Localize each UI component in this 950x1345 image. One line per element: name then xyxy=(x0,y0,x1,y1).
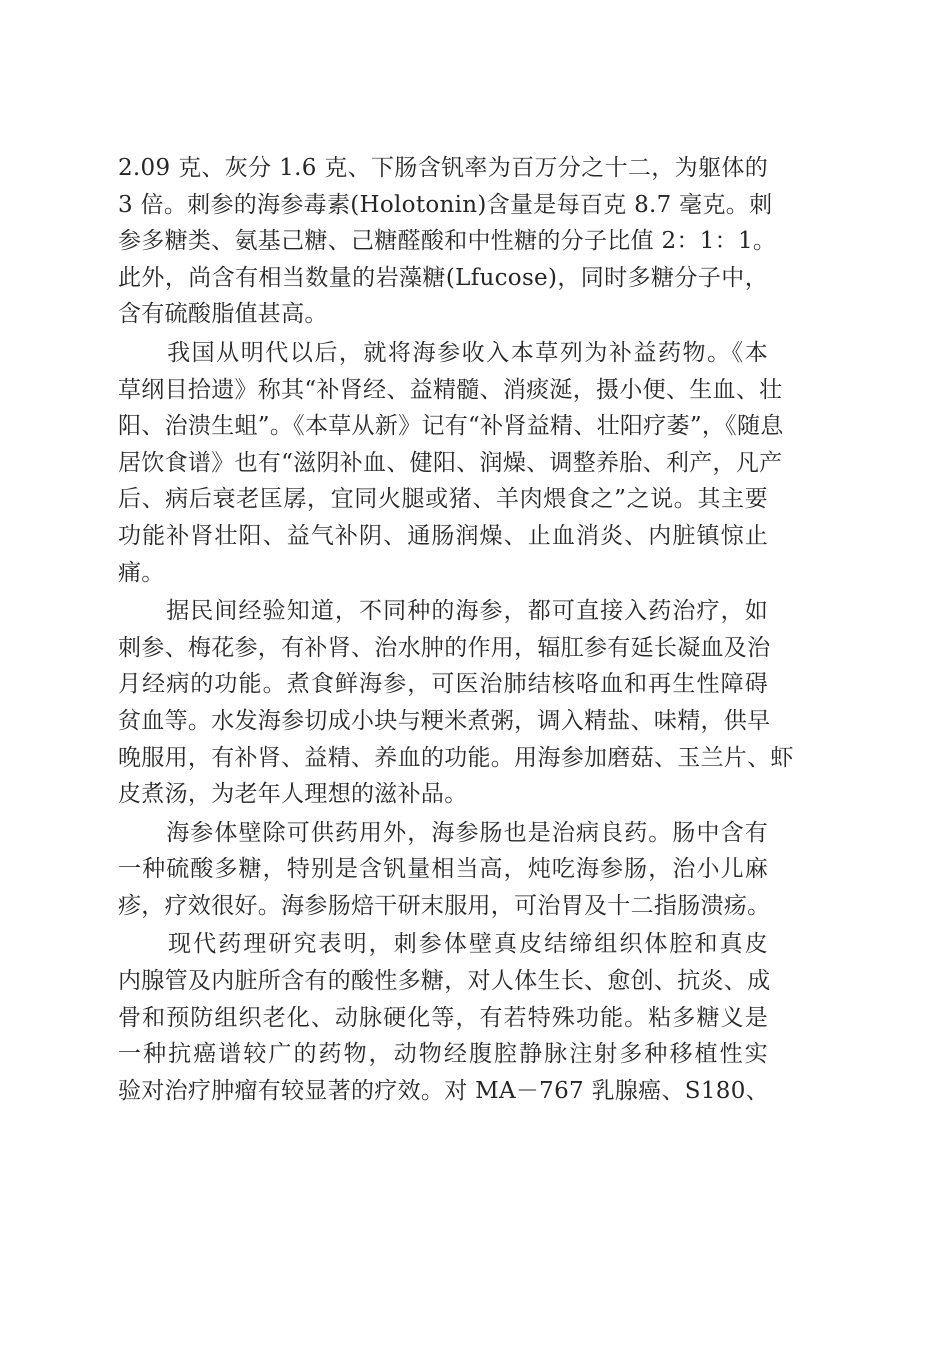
paragraph-3 xyxy=(118,593,794,813)
text-line: 参多糖类、氨基己糖、己糖醛酸和中性糖的分子比值 2：1：1。 xyxy=(118,228,777,255)
text-line: 海参体壁除可供药用外，海参肠也是治病良药。肠中含有 xyxy=(118,819,768,846)
text-line: 骨和预防组织老化、动脉硬化等，有若特殊功能。粘多糖义是 xyxy=(118,1004,768,1031)
paragraph-4 xyxy=(118,815,771,925)
text-line: 皮煮汤，为老年人理想的滋补品。 xyxy=(118,781,468,808)
text-line: 痛。 xyxy=(118,559,165,586)
text-line: 我国从明代以后，就将海参收入本草列为补益药物。《本 xyxy=(118,339,768,366)
document-page xyxy=(118,150,794,1109)
text-line: 贫血等。水发海参切成小块与粳米煮粥，调入精盐、味精，供早 xyxy=(118,707,771,734)
text-line: 刺参、梅花参，有补肾、治水肿的作用，辐肛参有延长凝血及治 xyxy=(118,634,771,661)
paragraph-1 xyxy=(118,150,777,333)
text-line: 验对治疗肿瘤有较显著的疗效。对 MA－767 乳腺癌、S180、 xyxy=(118,1077,769,1104)
text-line: 居饮食谱》也有“滋阴补血、健阳、润燥、调整养胎、利产，凡产 xyxy=(118,449,783,476)
text-line: 2.09 克、灰分 1.6 克、下肠含钒率为百万分之十二，为躯体的 xyxy=(118,155,768,181)
text-line: 疹，疗效很好。海参肠焙干研末服用，可治胃及十二指肠溃疡。 xyxy=(118,892,771,919)
paragraph-2 xyxy=(118,335,784,591)
text-line: 草纲目拾遗》称其“补肾经、益精髓、消痰涎，摄小便、生血、壮 xyxy=(118,376,783,403)
text-line: 据民间经验知道，不同种的海参，都可直接入药治疗，如 xyxy=(118,598,768,625)
text-line: 3 倍。刺参的海参毒素(Holotonin)含量是每百克 8.7 毫克。刺 xyxy=(118,191,773,218)
text-line: 含有硫酸脂值甚高。 xyxy=(118,301,328,328)
text-line: 一种抗癌谱较广的药物，动物经腹腔静脉注射多种移植性实 xyxy=(118,1041,768,1068)
text-line: 功能补肾壮阳、益气补阴、通肠润燥、止血消炎、内脏镇惊止 xyxy=(118,522,768,549)
text-line: 此外，尚含有相当数量的岩藻糖(Lfucose)，同时多糖分子中， xyxy=(118,264,768,291)
text-line: 后、病后衰老匡孱，宜同火腿或猪、羊肉煨食之”之说。其主要 xyxy=(118,486,768,513)
text-line: 月经病的功能。煮食鲜海参，可医治肺结核咯血和再生性障碍 xyxy=(118,671,768,698)
text-line: 一种硫酸多糖，特别是含钒量相当高，炖吃海参肠，治小儿麻 xyxy=(118,856,768,883)
text-line: 晚服用，有补肾、益精、养血的功能。用海参加磨菇、玉兰片、虾 xyxy=(118,744,794,771)
paragraph-5 xyxy=(118,926,771,1109)
text-line: 现代药理研究表明，刺参体壁真皮结缔组织体腔和真皮 xyxy=(118,931,768,958)
text-line: 阳、治溃生蛆”。《本草从新》记有“补肾益精、壮阳疗萎”，《随息 xyxy=(118,413,784,440)
text-line: 内腺管及内脏所含有的酸性多糖，对人体生长、愈创、抗炎、成 xyxy=(118,968,771,995)
